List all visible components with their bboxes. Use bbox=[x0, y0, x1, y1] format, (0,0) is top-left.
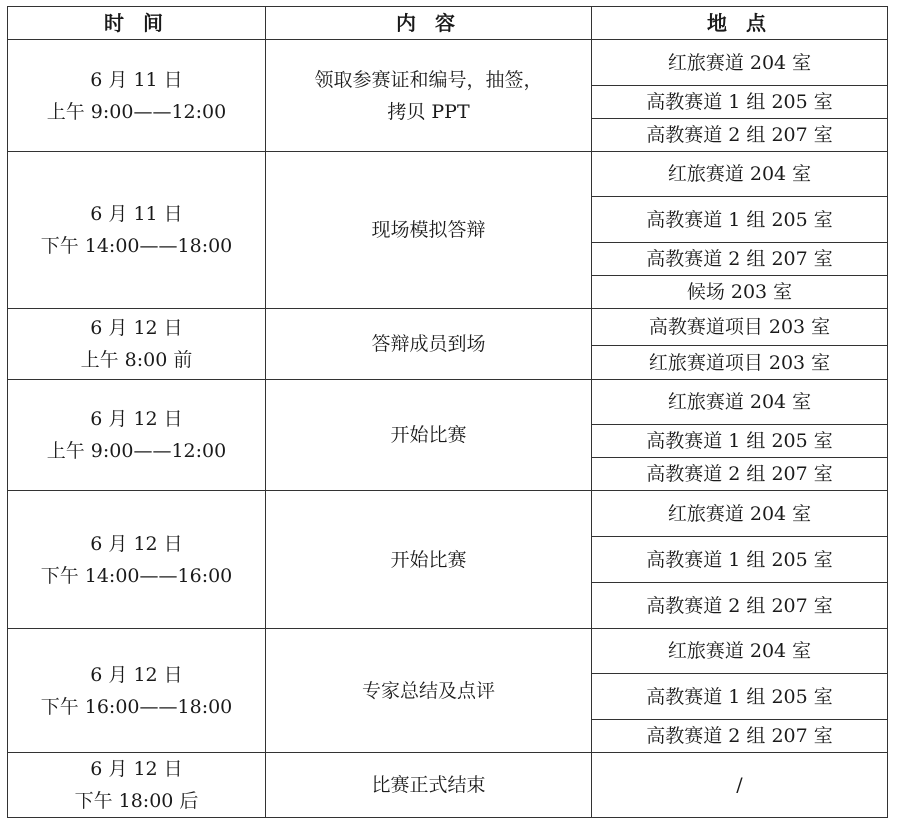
place-cell: 高教赛道 1 组 205 室 bbox=[592, 537, 888, 583]
date-text: 6 月 12 日 bbox=[90, 317, 183, 339]
time-text: 上午 9:00——12:00 bbox=[46, 440, 227, 462]
place-cell: 红旅赛道项目 203 室 bbox=[592, 346, 888, 380]
table-row bbox=[8, 491, 888, 537]
date-text: 6 月 12 日 bbox=[90, 532, 183, 555]
content-cell: 领取参赛证和编号，抽签，拷贝 PPT bbox=[266, 40, 592, 152]
time-text: 下午 16:00——18:00 bbox=[40, 695, 233, 718]
time-cell bbox=[8, 491, 266, 629]
time-cell bbox=[8, 380, 266, 491]
content-cell: 开始比赛 bbox=[266, 491, 592, 629]
place-cell: 候场 203 室 bbox=[592, 276, 888, 309]
table-row bbox=[8, 309, 888, 346]
content-cell: 开始比赛 bbox=[266, 380, 592, 491]
date-text: 6 月 12 日 bbox=[90, 408, 183, 430]
table-row bbox=[8, 380, 888, 425]
date-text: 6 月 12 日 bbox=[90, 663, 183, 686]
content-cell: 现场模拟答辩 bbox=[266, 152, 592, 309]
time-text: 下午 18:00 后 bbox=[74, 790, 199, 812]
place-cell: 高教赛道 2 组 207 室 bbox=[592, 119, 888, 152]
header-time: 时 间 bbox=[8, 7, 266, 40]
place-cell: 高教赛道 2 组 207 室 bbox=[592, 720, 888, 753]
place-cell: 高教赛道 2 组 207 室 bbox=[592, 243, 888, 276]
place-cell: / bbox=[592, 753, 888, 818]
date-text: 6 月 11 日 bbox=[90, 68, 183, 91]
place-cell: 高教赛道 1 组 205 室 bbox=[592, 197, 888, 243]
header-content: 内 容 bbox=[266, 7, 592, 40]
time-cell bbox=[8, 309, 266, 380]
place-cell: 红旅赛道 204 室 bbox=[592, 40, 888, 86]
table-header-row bbox=[8, 7, 888, 40]
place-cell: 红旅赛道 204 室 bbox=[592, 629, 888, 674]
place-cell: 高教赛道项目 203 室 bbox=[592, 309, 888, 346]
date-text: 6 月 12 日 bbox=[90, 758, 183, 780]
time-text: 下午 14:00——16:00 bbox=[40, 564, 233, 587]
place-cell: 红旅赛道 204 室 bbox=[592, 491, 888, 537]
place-cell: 高教赛道 2 组 207 室 bbox=[592, 583, 888, 629]
time-text: 上午 9:00——12:00 bbox=[46, 100, 227, 123]
table-row bbox=[8, 753, 888, 818]
date-text: 6 月 11 日 bbox=[90, 203, 183, 225]
content-cell: 答辩成员到场 bbox=[266, 309, 592, 380]
place-cell: 高教赛道 2 组 207 室 bbox=[592, 458, 888, 491]
place-cell: 高教赛道 1 组 205 室 bbox=[592, 674, 888, 720]
table-row bbox=[8, 40, 888, 86]
time-cell bbox=[8, 629, 266, 753]
content-cell: 专家总结及点评 bbox=[266, 629, 592, 753]
place-cell: 红旅赛道 204 室 bbox=[592, 152, 888, 197]
content-cell: 比赛正式结束 bbox=[266, 753, 592, 818]
place-cell: 高教赛道 1 组 205 室 bbox=[592, 425, 888, 458]
header-place: 地 点 bbox=[592, 7, 888, 40]
time-cell bbox=[8, 40, 266, 152]
place-cell: 高教赛道 1 组 205 室 bbox=[592, 86, 888, 119]
time-cell bbox=[8, 152, 266, 309]
time-cell bbox=[8, 753, 266, 818]
table-row bbox=[8, 629, 888, 674]
table-row bbox=[8, 152, 888, 197]
time-text: 下午 14:00——18:00 bbox=[40, 235, 233, 257]
schedule-table bbox=[7, 6, 888, 818]
place-cell: 红旅赛道 204 室 bbox=[592, 380, 888, 425]
time-text: 上午 8:00 前 bbox=[80, 349, 193, 371]
